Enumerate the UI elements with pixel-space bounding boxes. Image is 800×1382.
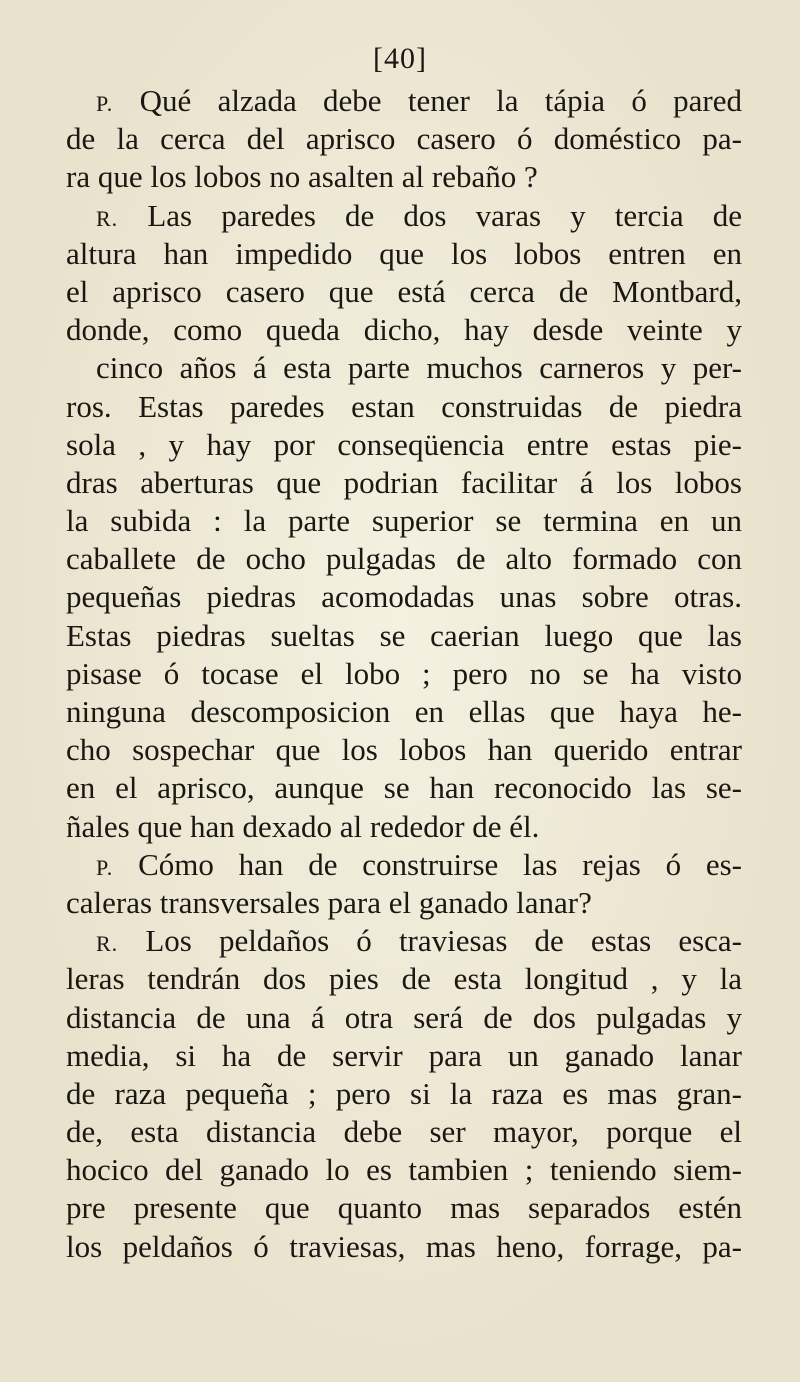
line-text: Qué alzada debe tener la tápia ó pared bbox=[139, 83, 742, 118]
page-number: [40] bbox=[373, 42, 427, 75]
speaker-label: P. bbox=[96, 91, 114, 116]
text-line bbox=[66, 769, 742, 807]
text-line bbox=[66, 349, 742, 387]
line-text: ninguna descomposicion en ellas que haya he- bbox=[66, 694, 742, 729]
line-text: pequeñas piedras acomodadas unas sobre otras. bbox=[66, 579, 742, 615]
text-line bbox=[66, 502, 742, 540]
text-line bbox=[66, 655, 742, 693]
text-line bbox=[66, 464, 742, 502]
line-text: hocico del ganado lo es tambien ; teniendo siem- bbox=[66, 1152, 742, 1188]
line-text: Cómo han de construirse las rejas ó es- bbox=[138, 846, 743, 882]
line-text: dras aberturas que podrian facilitar á los lobos bbox=[66, 464, 742, 500]
line-text: cinco años á esta parte muchos carneros y per- bbox=[96, 350, 742, 386]
text-line bbox=[66, 1151, 742, 1189]
line-text: de, esta distancia debe ser mayor, porque el bbox=[66, 1114, 742, 1150]
text-line bbox=[66, 1189, 742, 1227]
line-text: de raza pequeña ; pero si la raza es mas gran- bbox=[66, 1075, 742, 1111]
line-text: Estas piedras sueltas se caerian luego que las bbox=[66, 617, 742, 653]
line-text: caleras transversales para el ganado lanar? bbox=[66, 884, 592, 920]
text-line bbox=[66, 1075, 742, 1113]
line-text: de la cerca del aprisco casero ó doméstico pa- bbox=[66, 121, 742, 157]
text-line bbox=[66, 388, 742, 426]
line-text: cho sospechar que los lobos han querido entrar bbox=[66, 732, 742, 768]
line-text: Los peldaños ó traviesas de estas esca- bbox=[145, 923, 742, 959]
text-line bbox=[66, 540, 742, 578]
line-text: donde, como queda dicho, hay desde veinte y bbox=[66, 312, 742, 348]
line-text: los peldaños ó traviesas, mas heno, forrage, pa- bbox=[66, 1228, 742, 1264]
text-line bbox=[66, 884, 742, 922]
text-line bbox=[66, 960, 742, 998]
line-text: ñales que han dexado al rededor de él. bbox=[66, 808, 540, 844]
text-line bbox=[66, 197, 742, 235]
text-line bbox=[66, 1228, 742, 1266]
body-text bbox=[66, 82, 742, 1266]
line-text: altura han impedido que los lobos entren en bbox=[66, 235, 742, 271]
line-text: media, si ha de servir para un ganado lanar bbox=[66, 1037, 742, 1073]
text-line bbox=[66, 426, 742, 464]
text-line bbox=[66, 311, 742, 349]
text-line bbox=[66, 999, 742, 1037]
text-line bbox=[66, 235, 742, 273]
line-text: Las paredes de dos varas y tercia de bbox=[147, 197, 742, 233]
line-text: caballete de ocho pulgadas de alto formado con bbox=[66, 541, 742, 577]
text-line bbox=[66, 158, 742, 196]
line-text: sola , y hay por conseqüencia entre estas pie- bbox=[66, 426, 742, 462]
text-line bbox=[66, 693, 742, 731]
line-text: la subida : la parte superior se termina en un bbox=[66, 503, 742, 539]
line-text: ra que los lobos no asalten al rebaño ? bbox=[66, 159, 538, 195]
text-line bbox=[66, 578, 742, 616]
text-line bbox=[66, 273, 742, 311]
speaker-label: P. bbox=[96, 854, 114, 880]
line-text: ros. Estas paredes estan construidas de piedra bbox=[66, 388, 742, 424]
line-text: en el aprisco, aunque se han reconocido las se- bbox=[66, 770, 742, 806]
line-text: pre presente que quanto mas separados estén bbox=[66, 1190, 742, 1226]
speaker-label: R. bbox=[96, 205, 119, 231]
text-line bbox=[66, 808, 742, 846]
text-line bbox=[66, 731, 742, 769]
line-text: pisase ó tocase el lobo ; pero no se ha visto bbox=[66, 655, 742, 691]
text-line bbox=[66, 617, 742, 655]
text-line bbox=[66, 922, 742, 960]
line-text: distancia de una á otra será de dos pulgadas y bbox=[66, 999, 742, 1035]
line-text: leras tendrán dos pies de esta longitud , y la bbox=[66, 961, 742, 997]
text-line bbox=[66, 1113, 742, 1151]
line-text: el aprisco casero que está cerca de Montbard, bbox=[66, 273, 742, 309]
text-line bbox=[66, 82, 742, 120]
text-line bbox=[66, 120, 742, 158]
text-line bbox=[66, 1037, 742, 1075]
speaker-label: R. bbox=[96, 931, 119, 957]
text-line bbox=[66, 846, 742, 884]
